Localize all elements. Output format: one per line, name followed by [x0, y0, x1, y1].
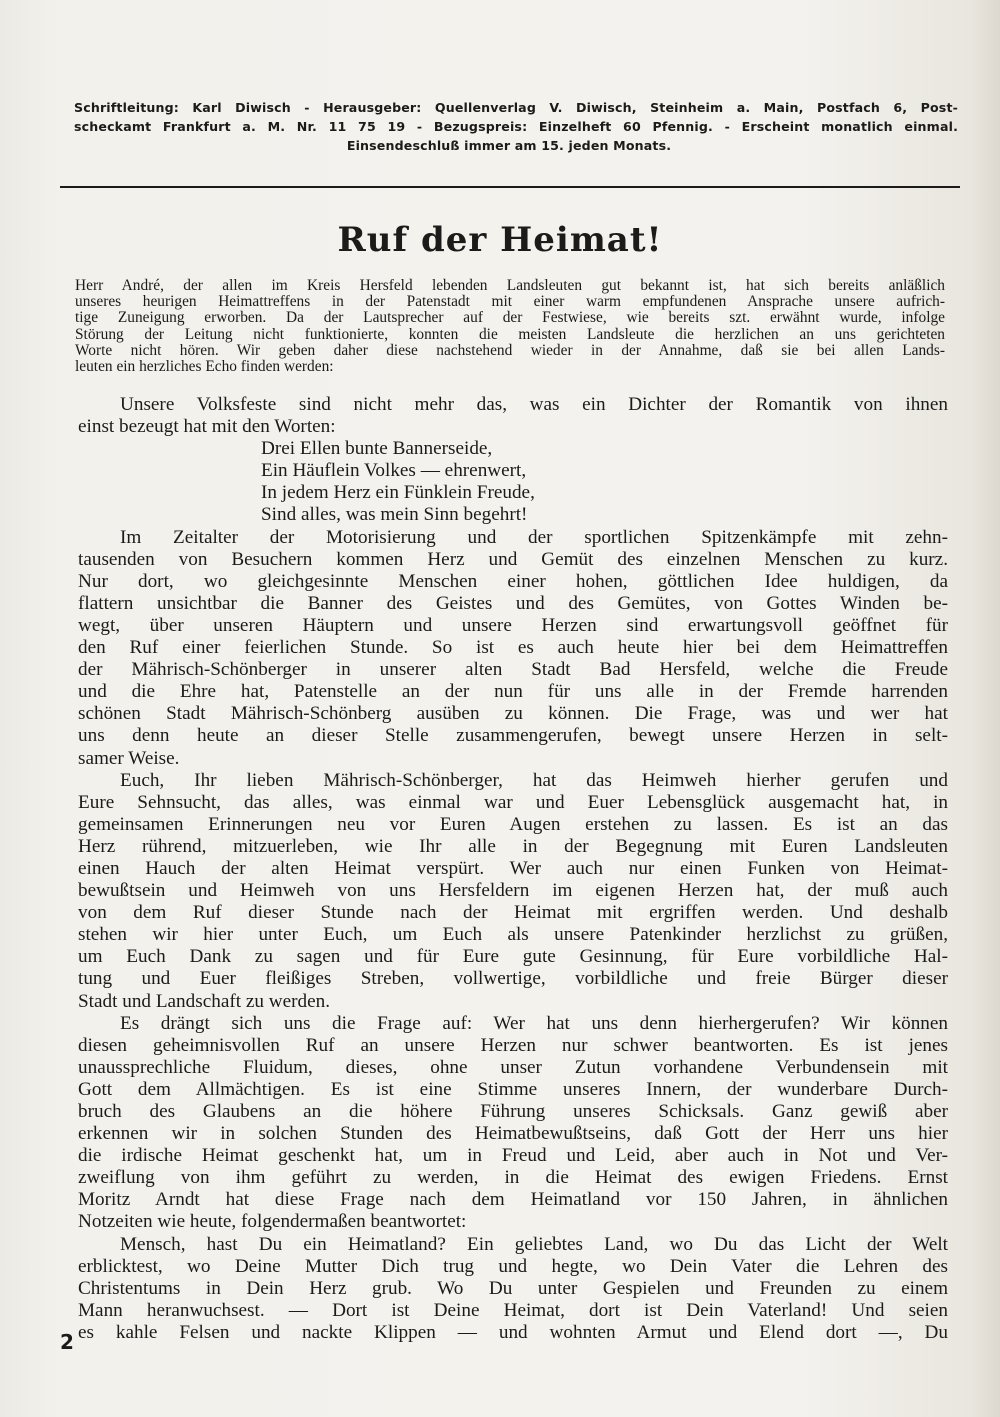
body-line: Mensch, hast Du ein Heimatland? Ein geliebtes Land, wo Du das Licht der Welt [120, 1233, 948, 1255]
verse-line: Sind alles, was mein Sinn begehrt! [261, 504, 528, 526]
body-line: tausenden von Besuchern kommen Herz und Gemüt des einzelnen Menschen zu kurz. [78, 548, 948, 570]
body-line: Notzeiten wie heute, folgendermaßen beantwortet: [78, 1211, 467, 1233]
body-line: es kahle Felsen und nackte Klippen — und wohnten Armut und Elend dort —, Du [78, 1321, 948, 1343]
masthead [60, 98, 958, 155]
masthead-line: Schriftleitung: Karl Diwisch - Herausgeber: Quellenverlag V. Diwisch, Steinheim a. Main, Postfach 6, Post- [74, 100, 958, 115]
intro-line: leuten ein herzliches Echo finden werden: [75, 358, 334, 376]
body-line: wegt, über unseren Häuptern und unsere Herzen sind erwartungsvoll geöffnet für [78, 614, 948, 636]
body-line: Im Zeitalter der Motorisierung und der sportlichen Spitzenkämpfe mit zehn- [120, 526, 948, 548]
body-line: erblicktest, wo Deine Mutter Dich trug und hegte, wo Dein Vater die Lehren des [78, 1255, 948, 1277]
verse-line: Drei Ellen bunte Bannerseide, [261, 438, 493, 460]
body-line: um Euch Dank zu sagen und für Eure gute Gesinnung, für Eure vorbildliche Hal- [78, 946, 948, 968]
body-line: schönen Stadt Mährisch-Schönberg ausüben zu können. Die Frage, was und wer hat [78, 703, 948, 725]
article-body [78, 394, 948, 1344]
masthead-line: Einsendeschluß immer am 15. jeden Monats. [346, 138, 672, 153]
body-line: Nur dort, wo gleichgesinnte Menschen einer hohen, göttlichen Idee huldigen, da [78, 570, 948, 592]
header-divider [60, 186, 960, 188]
body-line: zweiflung von ihm geführt zu werden, in die Heimat des ewigen Friedens. Ernst [78, 1167, 948, 1189]
body-line: uns denn heute an dieser Stelle zusammengerufen, bewegt unsere Herzen in selt- [78, 725, 948, 747]
body-line: Gott dem Allmächtigen. Es ist eine Stimme unseres Innern, der wunderbare Durch- [78, 1078, 948, 1100]
body-line: bruch des Glaubens an die höhere Führung unseres Schicksals. Ganz gewiß aber [78, 1101, 948, 1122]
body-line: und die Ehre hat, Patenstelle an der nun für uns alle in der Fremde harrenden [78, 681, 948, 703]
body-line: den Ruf einer feierlichen Stunde. So ist es auch heute hier bei dem Heimattreffen [78, 637, 948, 659]
body-line: diesen geheimnisvollen Ruf an unsere Herzen nur schwer beantworten. Es ist jenes [78, 1034, 948, 1056]
body-line: bewußtsein und Heimweh von uns Hersfeldern im eigenen Herzen hat, der muß auch [78, 880, 948, 902]
body-line: der Mährisch-Schönberger in unserer alten Stadt Bad Hersfeld, welche die Freude [78, 659, 948, 681]
body-line: die irdische Heimat geschenkt hat, um in Freud und Leid, aber auch in Not und Ver- [78, 1145, 948, 1167]
body-line: stehen wir hier unter Euch, um Euch als unsere Patenkinder herzlichst zu grüßen, [78, 924, 948, 946]
article-intro [75, 278, 945, 375]
body-line: von dem Ruf dieser Stunde nach der Heimat mit ergriffen werden. Und deshalb [78, 902, 948, 924]
body-line: erkennen wir in solchen Stunden des Heimatbewußtseins, daß Gott der Herr uns hier [78, 1123, 948, 1145]
intro-line: Worte nicht hören. Wir geben daher diese nachstehend wieder in der Annahme, daß sie bei allen Lands- [75, 341, 945, 359]
masthead-line: scheckamt Frankfurt a. M. Nr. 11 75 19 - Bezugspreis: Einzelheft 60 Pfennig. - Erscheint monatlich einmal. [74, 119, 958, 134]
verse-line: Ein Häuflein Volkes — ehrenwert, [261, 460, 527, 482]
body-line: unaussprechliche Fluidum, dieses, ohne unser Zutun vorhandene Verbundensein mit [78, 1056, 948, 1078]
body-line: Euch, Ihr lieben Mährisch-Schönberger, hat das Heimweh hierher gerufen und [120, 769, 948, 791]
body-line: Eure Sehnsucht, das alles, was einmal war und Euer Lebensglück ausgemacht hat, in [78, 791, 948, 813]
article-title: Ruf der Heimat! [337, 220, 663, 260]
body-line: Moritz Arndt hat diese Frage nach dem Heimatland vor 150 Jahren, in ähnlichen [78, 1189, 948, 1211]
body-line: samer Weise. [78, 747, 180, 769]
page-number: 2 [60, 1330, 74, 1354]
intro-line: Störung der Leitung nicht funktionierte, konnten die meisten Landsleute die herzlichen an uns gerichteten [75, 325, 945, 343]
body-line: einst bezeugt hat mit den Worten: [78, 416, 336, 438]
body-line: einen Hauch der alten Heimat verspürt. Wer auch nur einen Funken von Heimat- [78, 857, 948, 879]
intro-line: unseres heurigen Heimattreffens in der Patenstadt mit einer warm empfundenen Ansprache unsere aufrich- [75, 293, 945, 311]
body-line: flattern unsichtbar die Banner des Geistes und des Gemütes, von Gottes Winden be- [78, 592, 948, 614]
intro-line: Herr André, der allen im Kreis Hersfeld lebenden Landsleuten gut bekannt ist, hat sich bereits anläßlich [75, 277, 945, 294]
body-line: Herz rührend, mitzuerleben, wie Ihr alle in der Begegnung mit Euren Landsleuten [78, 835, 948, 857]
body-line: tung und Euer fleißiges Streben, vollwertige, vorbildliche und freie Bürger dieser [78, 968, 948, 990]
body-line: Mann heranwuchsest. — Dort ist Deine Heimat, dort ist Dein Vaterland! Und seien [78, 1299, 948, 1321]
body-line: Christentums in Dein Herz grub. Wo Du unter Gespielen und Freunden zu einem [78, 1277, 948, 1299]
body-line: Unsere Volksfeste sind nicht mehr das, was ein Dichter der Romantik von ihnen [120, 394, 948, 415]
body-line: Stadt und Landschaft zu werden. [78, 990, 331, 1012]
intro-line: tige Zuneigung erworben. Da der Lautsprecher auf der Festwiese, wie bereits szt. erwähnt wurde, infolge [75, 309, 945, 327]
body-line: Es drängt sich uns die Frage auf: Wer hat uns denn hierhergerufen? Wir können [120, 1012, 948, 1034]
verse-line: In jedem Herz ein Fünklein Freude, [261, 482, 535, 504]
body-line: gemeinsamen Erinnerungen neu vor Euren Augen erstehen zu lassen. Es ist an das [78, 813, 948, 835]
